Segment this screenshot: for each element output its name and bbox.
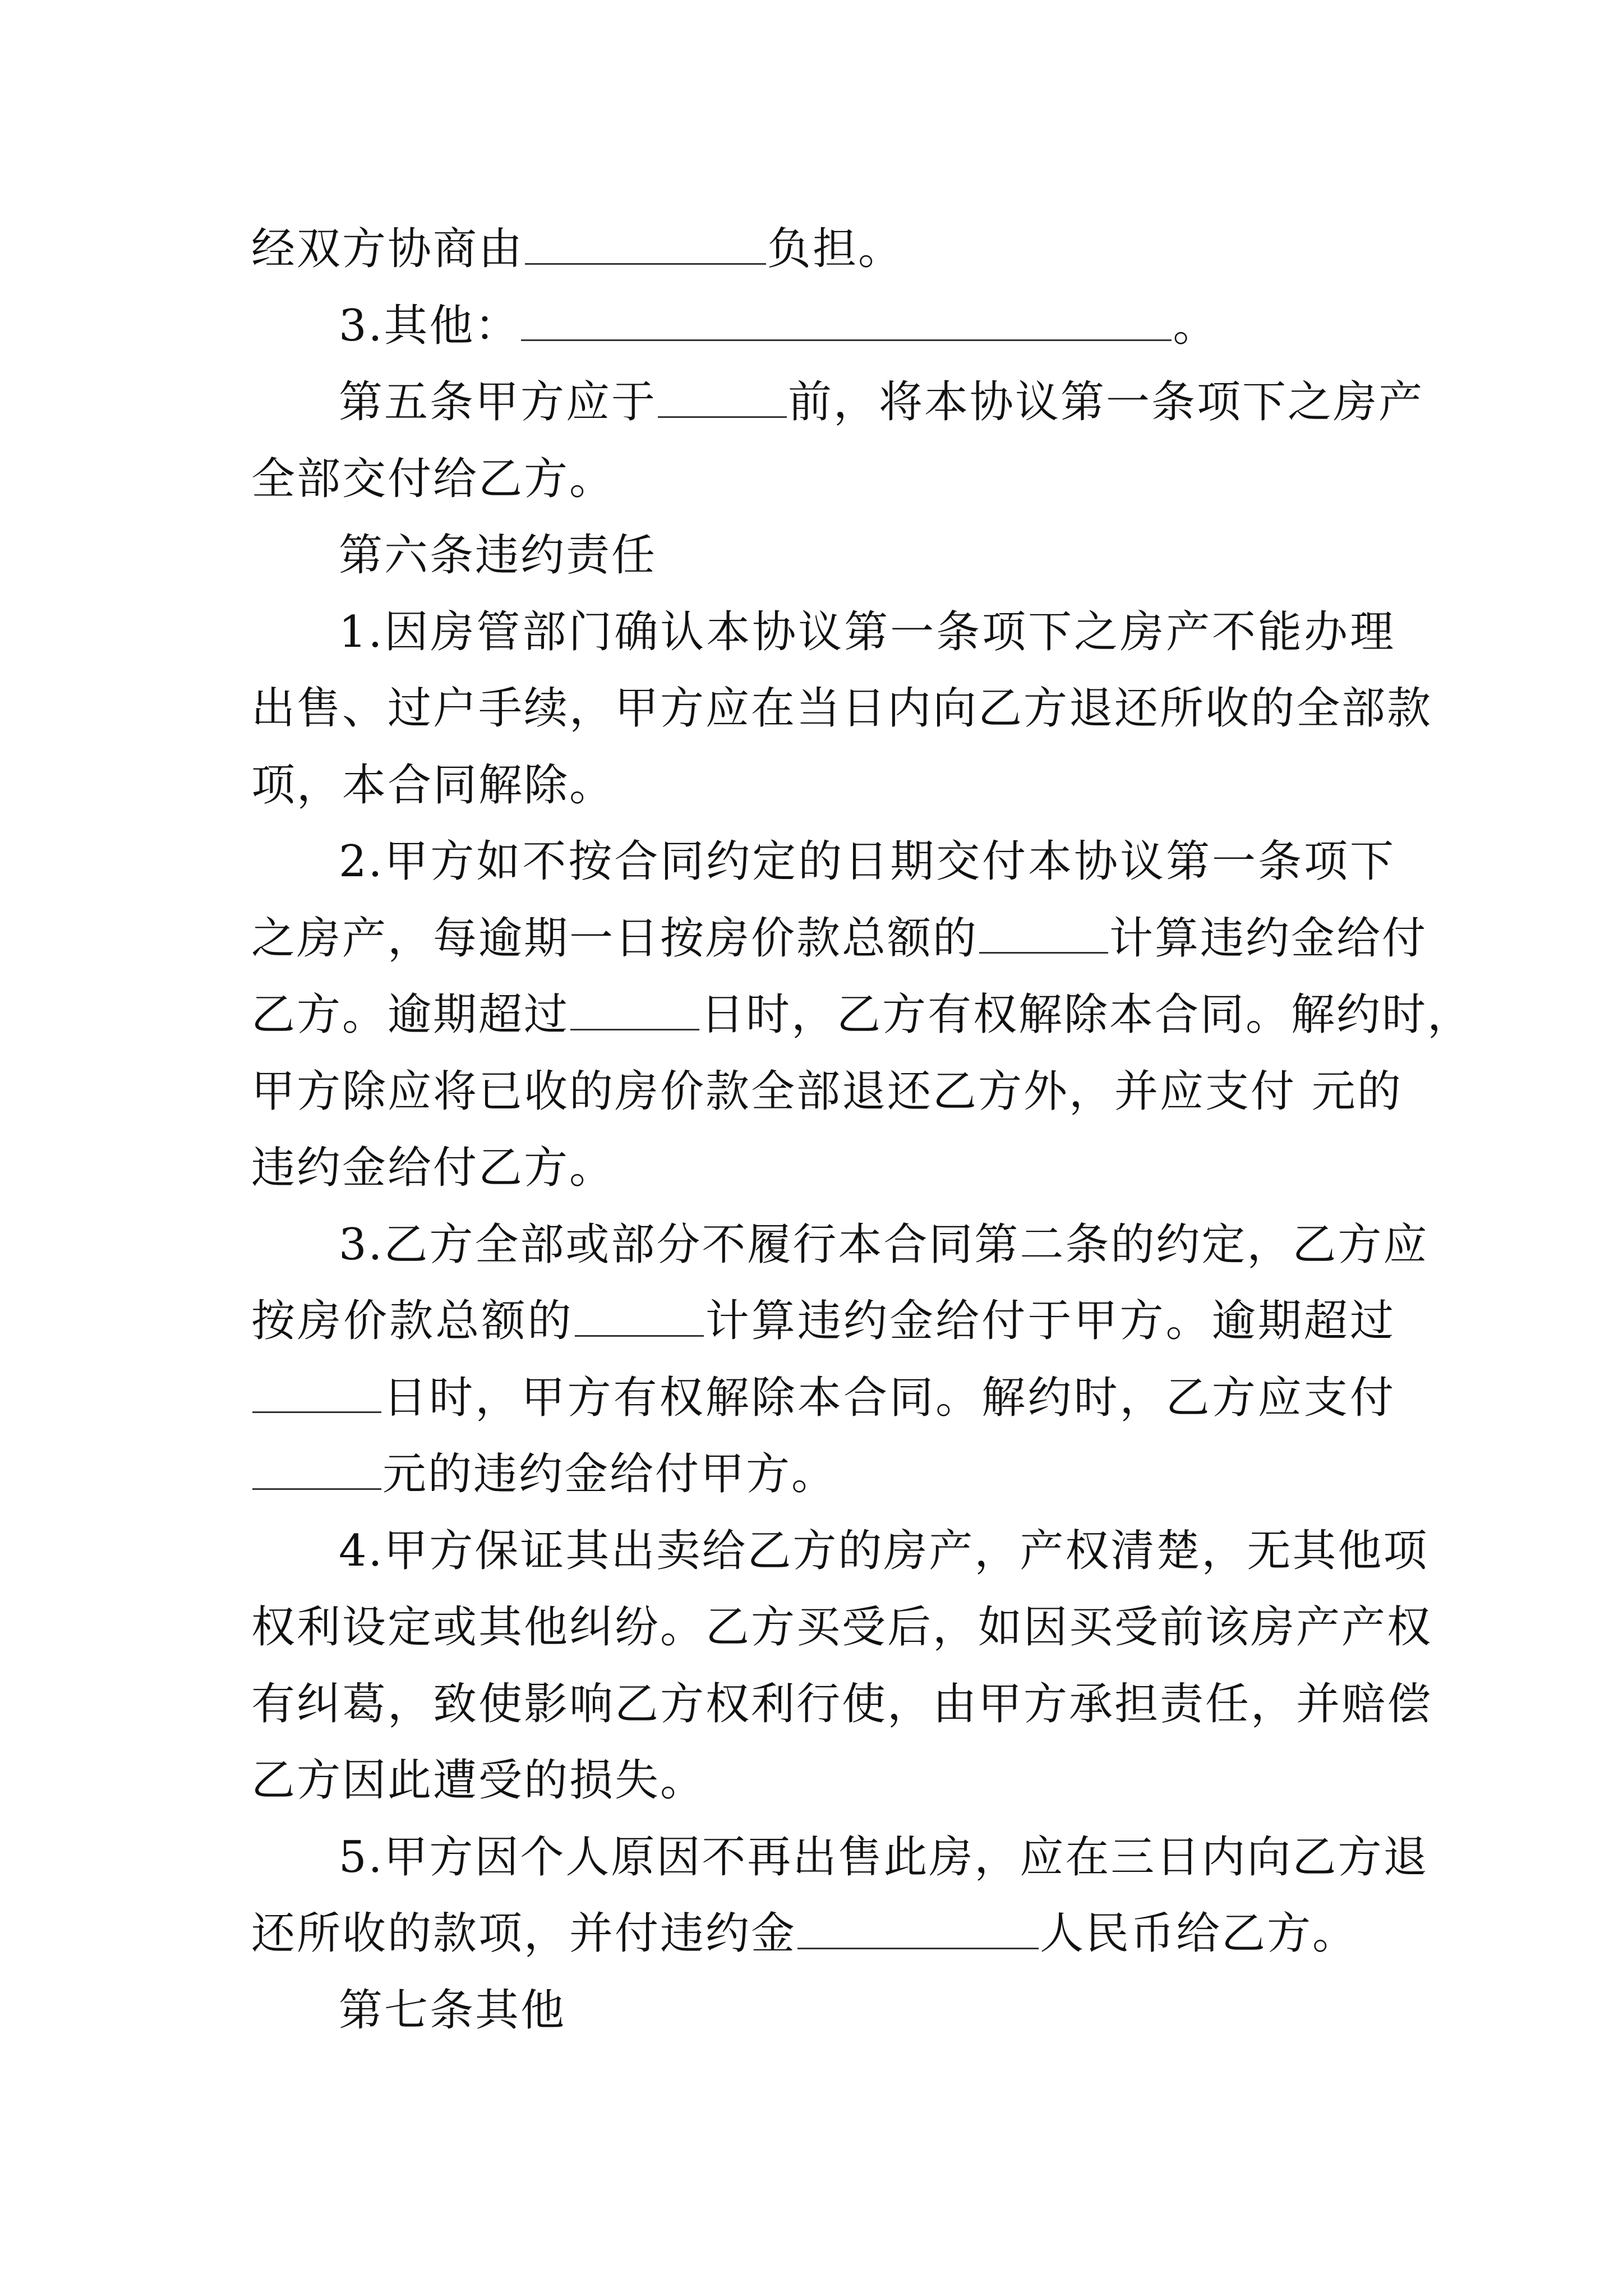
text-segment: 第五条甲方应于 (339, 377, 657, 427)
text-line: 全部交付给乙方。 (251, 453, 615, 504)
text-line (251, 900, 1428, 977)
text-segment: 元的违约金给付甲方。 (382, 1449, 837, 1499)
heading-article-7 (251, 1972, 1395, 2049)
text-line: 违约金给付乙方。 (251, 1143, 615, 1193)
paragraph-clause-6-1 (251, 594, 1433, 824)
text-segment: 之房产，每逾期一日按房价款总额的 (251, 913, 979, 964)
text-segment: 乙方。逾期超过 (251, 990, 570, 1040)
fill-in-blank (658, 376, 787, 417)
fill-in-blank (575, 1295, 704, 1336)
text-line: 项，本合同解除。 (251, 760, 615, 811)
text-line: 甲方除应将已收的房价款全部退还乙方外，并应支付 元的 (251, 1066, 1403, 1117)
text-line: 乙方因此遭受的损失。 (251, 1755, 706, 1806)
text-segment: 经双方协商由 (251, 224, 524, 274)
text-segment: 负担。 (767, 224, 904, 274)
paragraph-clause-6-5 (251, 1819, 1429, 1972)
text-segment: 按房价款总额的 (251, 1296, 574, 1346)
text-line (251, 977, 1473, 1053)
text-line: 3.乙方全部或部分不履行本合同第二条的约定，乙方应 (339, 1219, 1429, 1270)
text-line: 第六条违约责任 (339, 530, 657, 581)
text-line: 有纠葛，致使影响乙方权利行使，由甲方承担责任，并赔偿 (251, 1678, 1433, 1729)
text-line (251, 364, 1424, 441)
paragraph-clause-6-3 (251, 1207, 1429, 1513)
paragraph-clause-6-2 (251, 823, 1473, 1207)
fill-in-blank (252, 1372, 381, 1413)
fill-in-blank (570, 989, 699, 1030)
fill-in-blank (252, 1448, 381, 1489)
text-segment: 计算违约金给付于甲方。逾期超过 (704, 1296, 1395, 1346)
text-line: 第七条其他 (339, 1985, 566, 2036)
text-line (251, 211, 1395, 288)
text-line (251, 288, 1395, 365)
text-line: 出售、过户手续，甲方应在当日内向乙方退还所收的全部款 (251, 683, 1433, 734)
fill-in-blank (521, 300, 1172, 341)
text-segment: 人民币给乙方。 (1040, 1908, 1358, 1959)
text-line: 1.因房管部门确认本协议第一条项下之房产不能办理 (339, 606, 1395, 657)
heading-article-6 (251, 517, 1395, 594)
text-line (251, 1895, 1395, 1972)
paragraph-burden (251, 211, 1395, 288)
text-line: 4.甲方保证其出卖给乙方的房产，产权清楚，无其他项 (339, 1525, 1429, 1576)
text-segment: 日时，甲方有权解除本合同。解约时，乙方应支付 (382, 1372, 1395, 1423)
text-line (251, 1436, 1395, 1513)
contract-text (251, 211, 1473, 2049)
fill-in-blank (797, 1908, 1039, 1949)
paragraph-article-5 (251, 364, 1424, 517)
fill-in-blank (979, 913, 1108, 954)
fill-in-blank (525, 223, 766, 264)
text-segment: 前，将本协议第一条项下之房产 (788, 377, 1424, 427)
text-segment: 还所收的款项，并付违约金 (251, 1908, 797, 1959)
text-segment: 3.其他： (339, 300, 520, 351)
text-line: 2.甲方如不按合同约定的日期交付本协议第一条项下 (339, 836, 1395, 887)
text-line: 5.甲方因个人原因不再出售此房，应在三日内向乙方退 (339, 1832, 1429, 1883)
text-segment: 。 (1173, 300, 1219, 351)
text-line (251, 1283, 1395, 1360)
paragraph-clause-6-4 (251, 1513, 1433, 1819)
text-line: 权利设定或其他纠纷。乙方买受后，如因买受前该房产产权 (251, 1602, 1433, 1653)
text-segment: 计算违约金给付 (1109, 913, 1428, 964)
text-segment: 日时，乙方有权解除本合同。解约时， (700, 990, 1473, 1040)
text-line (251, 1360, 1395, 1437)
paragraph-other-clause (251, 288, 1395, 365)
